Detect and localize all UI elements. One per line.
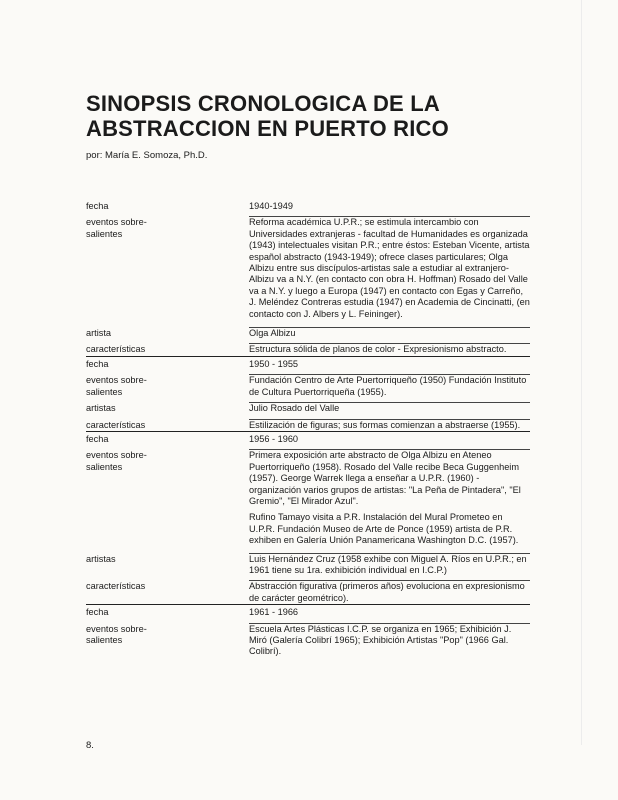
row-paragraph: Estilización de figuras; sus formas comienzan a abstraerse (1955). <box>249 419 521 430</box>
table-row <box>86 402 530 417</box>
table-row <box>86 374 530 401</box>
row-divider <box>249 216 530 217</box>
table-row <box>86 358 530 373</box>
row-value <box>249 343 530 355</box>
row-divider <box>249 580 530 581</box>
row-value <box>249 606 530 618</box>
row-paragraph: Estructura sólida de planos de color - Expresionismo abstracto. <box>249 344 507 355</box>
row-value <box>249 433 530 445</box>
table-row <box>86 216 530 326</box>
row-divider <box>249 553 530 554</box>
row-label: artistas <box>86 403 116 414</box>
row-label: fecha <box>86 358 109 369</box>
row-paragraph: Abstracción figurativa (primeros años) evoluciona en expresionismo de carácter geométrico). <box>249 581 525 603</box>
row-divider <box>249 419 530 420</box>
author-byline: por: María E. Somoza, Ph.D. <box>86 150 208 161</box>
row-value <box>249 553 530 577</box>
table-row <box>86 433 530 448</box>
table-row <box>86 419 530 431</box>
row-paragraph: 1950 - 1955 <box>249 358 299 369</box>
table-row <box>86 449 530 551</box>
row-value <box>249 358 530 370</box>
row-divider <box>249 449 530 450</box>
page-title: SINOPSIS CRONOLOGICA DE LA ABSTRACCION EN PUERTO RICO <box>86 91 449 141</box>
row-paragraph: Rufino Tamayo visita a P.R. Instalación del Mural Prometeo en U.P.R. Fundación Museo de Arte de Ponce (1959) artista de P.R. exhiben en Galería Unión Panamericana Washington D.C. (1957). <box>249 512 519 546</box>
row-paragraph: Reforma académica U.P.R.; se estimula intercambio con Universidades extranjeras - facultad de Humanidades es organizada (1943) intelectuales visitan P.R.; entre éstos: Esteban Vicente, artista español abstracto (1943-1949); ofrece clases particulares; Olga Albizu entre sus discípulos-artistas sale a estudiar al extranjero-Albizu va a N.Y. (en contacto con obra H. Hoffman) Rosado del Valle va a N.Y. y luego a Europa (1947) en contacto con Egas y Carreño, J. Meléndez Contreras estudia (1947) en Academia de Cincinatti, (en contacto con J. Albers y L. Feininger). <box>249 217 530 319</box>
page-edge-shadow <box>581 0 582 745</box>
row-label: artista <box>86 328 112 339</box>
row-label: eventos sobre- salientes <box>86 217 147 239</box>
row-value <box>249 419 530 431</box>
row-value <box>249 216 530 320</box>
row-paragraph: Fundación Centro de Arte Puertorriqueño (1950) Fundación Instituto de Cultura Puertorriqueña (1955). <box>249 375 527 397</box>
row-value <box>249 623 530 658</box>
table-row <box>86 623 530 661</box>
table-row <box>86 327 530 342</box>
table-row <box>86 553 530 580</box>
row-paragraph: Primera exposición arte abstracto de Olga Albizu en Ateneo Puertorriqueño (1958). Rosado del Valle recibe Beca Guggenheim (1957). George Warrek llega a enseñar a U.P.R. (1960) - organización varios grupos de artistas: "La Peña de Pintadera", "El Gremio", "El Mirador Azul". <box>249 450 521 506</box>
row-paragraph: 1940-1949 <box>249 201 293 211</box>
row-paragraph: 1956 - 1960 <box>249 433 299 444</box>
row-label: fecha <box>86 201 109 211</box>
row-label: eventos sobre- salientes <box>86 623 147 645</box>
page-number: 8. <box>86 740 94 751</box>
row-label: características <box>86 581 146 592</box>
table-row <box>86 580 530 604</box>
row-paragraph: Olga Albizu <box>249 328 296 339</box>
row-divider <box>249 402 530 403</box>
row-divider <box>249 374 530 375</box>
row-label: artistas <box>86 553 116 564</box>
row-divider <box>249 343 530 344</box>
chronology-table <box>86 200 530 662</box>
row-value <box>249 402 530 414</box>
row-label: fecha <box>86 607 109 618</box>
table-row <box>86 606 530 621</box>
row-label: fecha <box>86 433 109 444</box>
row-value <box>249 327 530 339</box>
row-label: eventos sobre- salientes <box>86 375 147 397</box>
row-paragraph: 1961 - 1966 <box>249 607 299 618</box>
row-paragraph: Luis Hernández Cruz (1958 exhibe con Miguel A. Ríos en U.P.R.; en 1961 tiene su 1ra. exhibición individual en I.C.P.) <box>249 553 527 575</box>
row-divider <box>249 623 530 624</box>
row-divider <box>249 327 530 328</box>
table-row <box>86 343 530 355</box>
row-paragraph: Escuela Artes Plásticas I.C.P. se organiza en 1965; Exhibición J. Miró (Galería Colibrí 1965); Exhibición Artistas "Pop" (1966 Gal. Colibrí). <box>249 623 512 657</box>
row-value <box>249 449 530 546</box>
row-value <box>249 580 530 604</box>
row-value <box>249 200 530 212</box>
row-paragraph: Julio Rosado del Valle <box>249 403 340 414</box>
table-row <box>86 200 530 215</box>
row-label: características <box>86 419 146 430</box>
row-label: eventos sobre- salientes <box>86 450 147 472</box>
row-label: características <box>86 344 146 355</box>
row-value <box>249 374 530 398</box>
